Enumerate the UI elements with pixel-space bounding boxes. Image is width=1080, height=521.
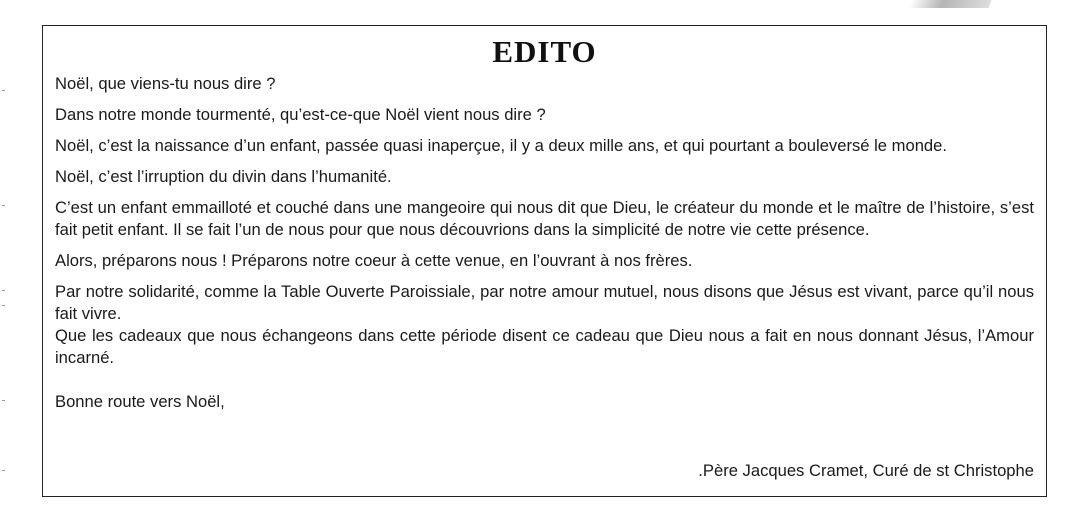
- paragraph-3: Noël, c’est la naissance d’un enfant, passée quasi inaperçue, il y a deux mille ans, et qui pourtant a bouleversé le monde.: [55, 136, 947, 155]
- paragraph-6: Alors, préparons nous ! Préparons notre coeur à cette venue, en l’ouvrant à nos frères.: [55, 251, 693, 270]
- scan-smudge: [909, 0, 992, 8]
- paragraph-5: C’est un enfant emmailloté et couché dans une mangeoire qui nous dit que Dieu, le créateur du monde et le maître de l’histoire, s’est fait petit enfant. Il se fait l’un de nous pour que nous découvrions dans la simplicité de notre vie cette présence.: [55, 198, 1034, 239]
- edito-frame: [42, 25, 1047, 497]
- scan-edge-marks: [0, 0, 8, 521]
- paragraph-4: Noël, c’est l’irruption du divin dans l’humanité.: [55, 167, 392, 186]
- closing-line: Bonne route vers Noël,: [55, 392, 225, 411]
- edito-title: EDITO: [492, 34, 597, 69]
- paragraph-7: Par notre solidarité, comme la Table Ouverte Paroissiale, par notre amour mutuel, nous disons que Jésus est vivant, parce qu’il nous fait vivre.: [55, 282, 1034, 323]
- paragraph-2: Dans notre monde tourmenté, qu’est-ce-que Noël vient nous dire ?: [55, 105, 546, 124]
- paragraph-8: Que les cadeaux que nous échangeons dans cette période disent ce cadeau que Dieu nous a fait en nous donnant Jésus, l’Amour incarné.: [55, 326, 1034, 367]
- signature: .Père Jacques Cramet, Curé de st Christophe: [698, 461, 1034, 480]
- edito-body: [55, 73, 1034, 413]
- paragraph-1: Noël, que viens-tu nous dire ?: [55, 74, 276, 93]
